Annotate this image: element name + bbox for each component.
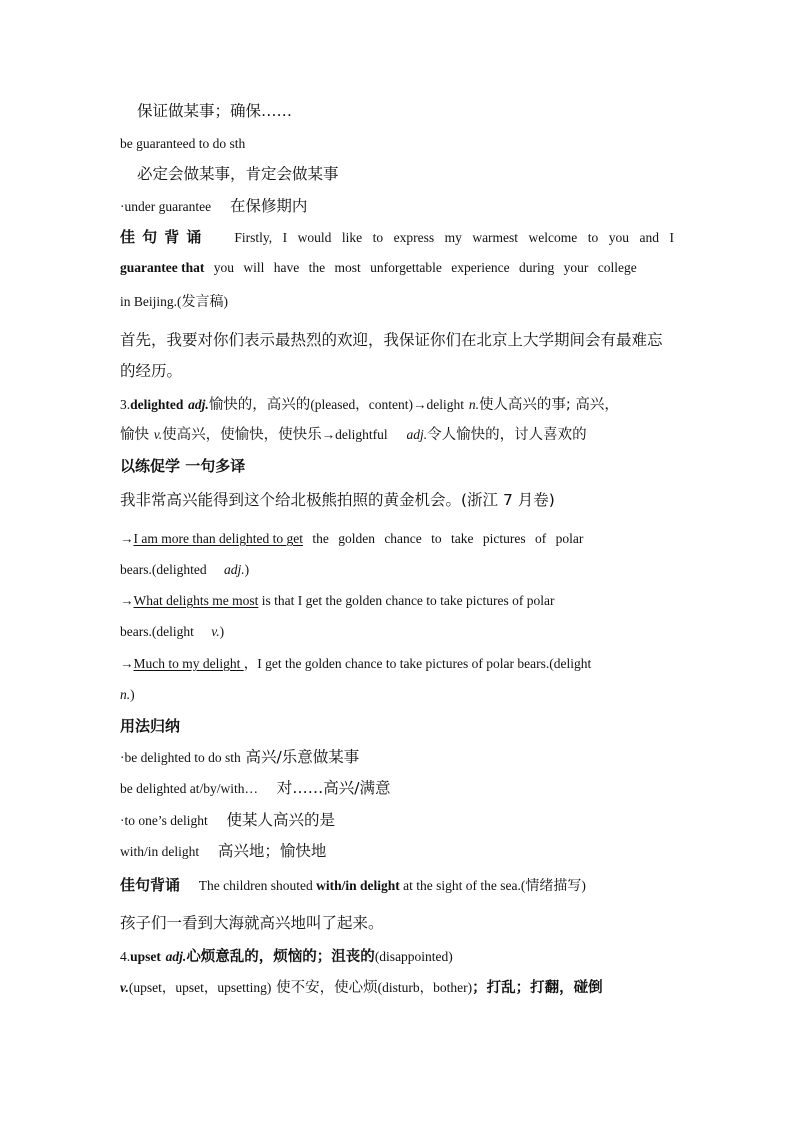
vocab-word: delighted xyxy=(130,397,184,412)
underlined-answer: I am more than delighted to get xyxy=(133,531,303,546)
text: (upset，upset，upsetting) xyxy=(128,980,272,995)
text: 的经历。 xyxy=(120,362,183,380)
part-of-speech: n. xyxy=(468,397,479,412)
text-line xyxy=(120,258,674,278)
text: is that I get the golden chance to take pictures of polar xyxy=(258,593,555,608)
text: 使人高兴的事; 高兴， xyxy=(478,397,619,413)
text-line xyxy=(120,529,674,549)
text: 对……高兴/满意 xyxy=(276,779,391,797)
part-of-speech: v. xyxy=(120,980,129,995)
text: 愉快的，高兴的 xyxy=(208,397,311,413)
text: 用法归纳 xyxy=(120,717,181,735)
text: The children shouted xyxy=(198,878,317,893)
text: ；打乱；打翻，碰倒 xyxy=(472,980,603,996)
text: ·be delighted to do sth xyxy=(120,750,241,765)
text-line xyxy=(120,977,680,998)
part-of-speech: n. xyxy=(120,687,131,702)
text-line xyxy=(120,560,680,580)
text: ·to one’s delight xyxy=(120,813,208,828)
part-of-speech: adj. xyxy=(406,427,428,442)
text: in Beijing.( xyxy=(120,294,182,309)
text: be delighted at/by/with… xyxy=(120,781,258,796)
vocab-word: upset xyxy=(130,949,161,964)
arrow: → xyxy=(120,656,134,671)
underlined-answer: What delights me most xyxy=(133,593,259,608)
underlined-answer: Much to my delight xyxy=(133,656,244,671)
text: ，I get the golden chance to take pictures of polar bears.(delight xyxy=(243,656,592,671)
bold-text: guarantee that xyxy=(120,260,205,275)
text-line xyxy=(120,685,680,705)
text: 心烦意乱的，烦恼的；沮丧的 xyxy=(186,949,375,965)
text-line xyxy=(120,424,680,445)
part-of-speech: adj. xyxy=(223,562,245,577)
text: you will have the most unforgettable experience during your college xyxy=(204,260,637,275)
text: 高兴地；愉快地 xyxy=(217,842,327,860)
text-line xyxy=(120,654,680,674)
text-line xyxy=(120,913,680,933)
text: 保证做某事；确保…… xyxy=(137,102,293,120)
text-line xyxy=(120,227,674,248)
text: Firstly, I would like to express my warmest welcome to you and I xyxy=(234,230,674,245)
text-line xyxy=(120,778,680,799)
text: 使某人高兴的是 xyxy=(226,811,336,829)
text: bears.(delight xyxy=(120,624,194,639)
text: 以练促学 一句多译 xyxy=(120,457,246,475)
text-line xyxy=(120,946,680,967)
text-line xyxy=(120,810,680,831)
text: be guaranteed to do sth xyxy=(120,136,246,151)
text: bears.(delighted xyxy=(120,562,207,577)
text: 必定会做某事，肯定会做某事 xyxy=(137,165,339,183)
text: ) xyxy=(223,294,228,309)
arrow: → xyxy=(120,593,134,608)
text-line xyxy=(120,330,680,350)
text: (pleased，content) xyxy=(310,397,414,412)
arrow: → xyxy=(120,531,134,546)
bold-text: with/in delight xyxy=(316,878,400,893)
section-heading xyxy=(120,716,680,736)
section-label: 佳句背诵 xyxy=(120,228,209,246)
text: ) xyxy=(244,562,250,577)
text: 孩子们一看到大海就高兴地叫了起来。 xyxy=(120,914,384,932)
section-label: 佳句背诵 xyxy=(120,876,181,894)
text-line xyxy=(120,622,680,642)
text: ) xyxy=(130,687,135,702)
part-of-speech: adj. xyxy=(188,397,209,412)
text: (disturb，bother) xyxy=(377,980,473,995)
text: 发言稿 xyxy=(181,294,224,310)
text-line xyxy=(120,747,680,768)
text-line xyxy=(120,394,680,415)
text: 高兴/乐意做某事 xyxy=(245,748,360,766)
text-line xyxy=(137,164,697,184)
text: →delight xyxy=(413,397,465,412)
text: 愉快 xyxy=(120,427,149,443)
text: the golden chance to take pictures of polar xyxy=(302,531,584,546)
text: 令人愉快的，讨人喜欢的 xyxy=(427,427,587,443)
text: 首先，我要对你们表示最热烈的欢迎，我保证你们在北京上大学期间会有最难忘 xyxy=(120,331,663,349)
text-line xyxy=(120,291,680,312)
part-of-speech: adj. xyxy=(165,949,187,964)
text: with/in delight xyxy=(120,844,200,859)
text: →delightful xyxy=(321,427,388,442)
section-heading xyxy=(120,456,680,476)
text: 情绪描写 xyxy=(525,878,582,894)
text-line xyxy=(120,841,680,862)
text-line xyxy=(137,101,697,121)
text: 我非常高兴能得到这个给北极熊拍照的黄金机会。(浙江 7 月卷) xyxy=(120,491,555,509)
text-line xyxy=(120,361,680,381)
text-line xyxy=(120,490,680,510)
item-number: 4. xyxy=(120,949,131,964)
text: ) xyxy=(219,624,225,639)
text-line xyxy=(120,875,680,896)
item-number: 3. xyxy=(120,397,131,412)
text-line xyxy=(120,591,674,611)
text: 使高兴，使愉快，使快乐 xyxy=(162,427,322,443)
text: ·under guarantee xyxy=(120,199,212,214)
text: 使不安，使心烦 xyxy=(276,980,378,996)
part-of-speech: v. xyxy=(153,427,163,442)
text: (disappointed) xyxy=(374,949,453,964)
text-line xyxy=(120,134,680,154)
text: at the sight of the sea.( xyxy=(399,878,526,893)
text: ) xyxy=(581,878,586,893)
part-of-speech: v. xyxy=(211,624,220,639)
text: 在保修期内 xyxy=(229,197,308,215)
text-line xyxy=(120,196,680,217)
